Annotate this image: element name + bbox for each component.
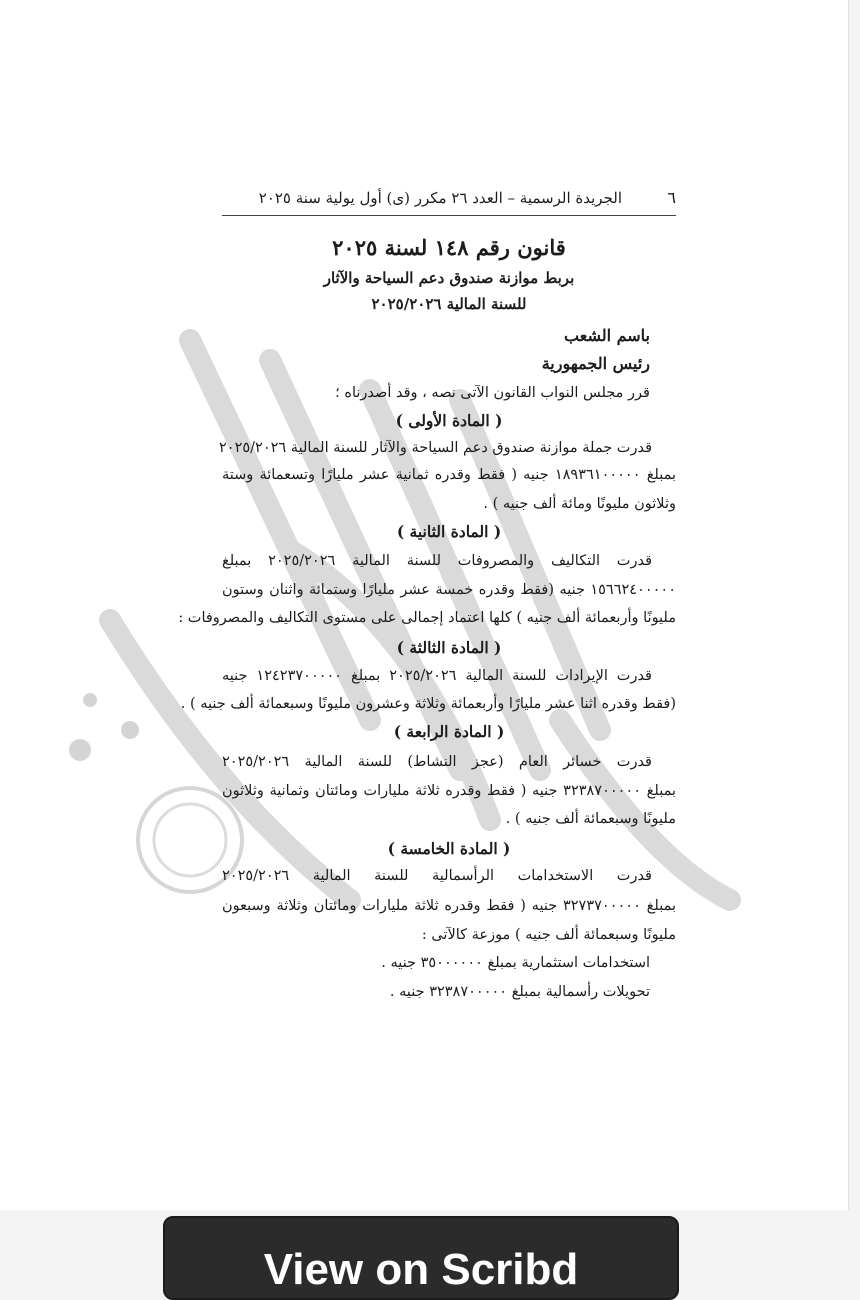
article-line: ١٥٦٦٢٤٠٠٠٠٠ جنيه (فقط وقدره خمسة عشر مليارًا وستمائة واثنان وستون xyxy=(222,582,676,598)
article-line: بمبلغ ٣٢٧٣٧٠٠٠٠٠ جنيه ( فقط وقدره ثلاثة مليارات ومائتان وثلاثة وسبعون xyxy=(222,898,676,914)
article-line: تحويلات رأسمالية بمبلغ ٣٢٣٨٧٠٠٠٠٠ جنيه . xyxy=(389,984,650,1000)
article-heading: ( المادة الثالثة ) xyxy=(396,638,502,657)
article-line: قدرت خسائر العام (عجز النشاط) للسنة المالية ٢٠٢٥/٢٠٢٦ xyxy=(222,754,652,770)
article-heading: ( المادة الخامسة ) xyxy=(387,839,511,858)
article-line: قدرت التكاليف والمصروفات للسنة المالية ٢٠٢٥/٢٠٢٦ بمبلغ xyxy=(222,553,653,569)
article-line: قدرت الاستخدامات الرأسمالية للسنة المالية ٢٠٢٥/٢٠٢٦ xyxy=(222,868,652,884)
article-heading: ( المادة الأولى ) xyxy=(395,411,503,430)
article-line: مليونًا وسبعمائة ألف جنيه ) موزعة كالآتى : xyxy=(421,927,676,943)
law-fiscal-year: للسنة المالية ٢٠٢٥/٢٠٢٦ xyxy=(371,295,527,313)
article-line: بمبلغ ٣٢٣٨٧٠٠٠٠٠ جنيه ( فقط وقدره ثلاثة مليارات ومائتان وثمانية وثلاثون xyxy=(222,783,676,799)
article-line: قدرت الإيرادات للسنة المالية ٢٠٢٥/٢٠٢٦ بمبلغ ١٢٤٢٣٧٠٠٠٠٠ جنيه xyxy=(222,668,652,684)
preamble-people: باسم الشعب xyxy=(564,326,650,345)
article-line: استخدامات استثمارية بمبلغ ٣٥٠٠٠٠٠٠ جنيه . xyxy=(381,955,650,971)
preamble-decree: قرر مجلس النواب القانون الآتى نصه ، وقد أصدرناه ؛ xyxy=(335,385,650,401)
preamble-president: رئيس الجمهورية xyxy=(541,354,650,373)
view-on-scribd-button[interactable]: View on Scribd xyxy=(163,1216,679,1300)
article-line: (فقط وقدره اثنا عشر مليارًا وأربعمائة وثلاثة وعشرون مليونًا وسبعمائة ألف جنيه ) . xyxy=(180,696,676,712)
law-title: قانون رقم ١٤٨ لسنة ٢٠٢٥ xyxy=(332,235,566,260)
law-subtitle: بربط موازنة صندوق دعم السياحة والآثار xyxy=(323,269,575,287)
article-line: قدرت جملة موازنة صندوق دعم السياحة والآثار للسنة المالية ٢٠٢٥/٢٠٢٦ xyxy=(219,440,652,456)
page-number: ٦ xyxy=(667,188,676,207)
running-header: الجريدة الرسمية – العدد ٢٦ مكرر (ى) أول يولية سنة ٢٠٢٥ xyxy=(258,189,622,207)
article-line: بمبلغ ١٨٩٣٦١٠٠٠٠٠ جنيه ( فقط وقدره ثمانية عشر مليارًا وتسعمائة وستة xyxy=(222,467,677,483)
article-line: مليونًا وأربعمائة ألف جنيه ) كلها اعتماد إجمالى على مستوى التكاليف والمصروفات : xyxy=(178,610,676,626)
header-rule xyxy=(222,215,676,216)
article-heading: ( المادة الرابعة ) xyxy=(393,722,505,741)
article-line: وثلاثون مليونًا ومائة ألف جنيه ) . xyxy=(483,496,676,512)
article-line: مليونًا وسبعمائة ألف جنيه ) . xyxy=(505,811,676,827)
article-heading: ( المادة الثانية ) xyxy=(396,522,502,541)
